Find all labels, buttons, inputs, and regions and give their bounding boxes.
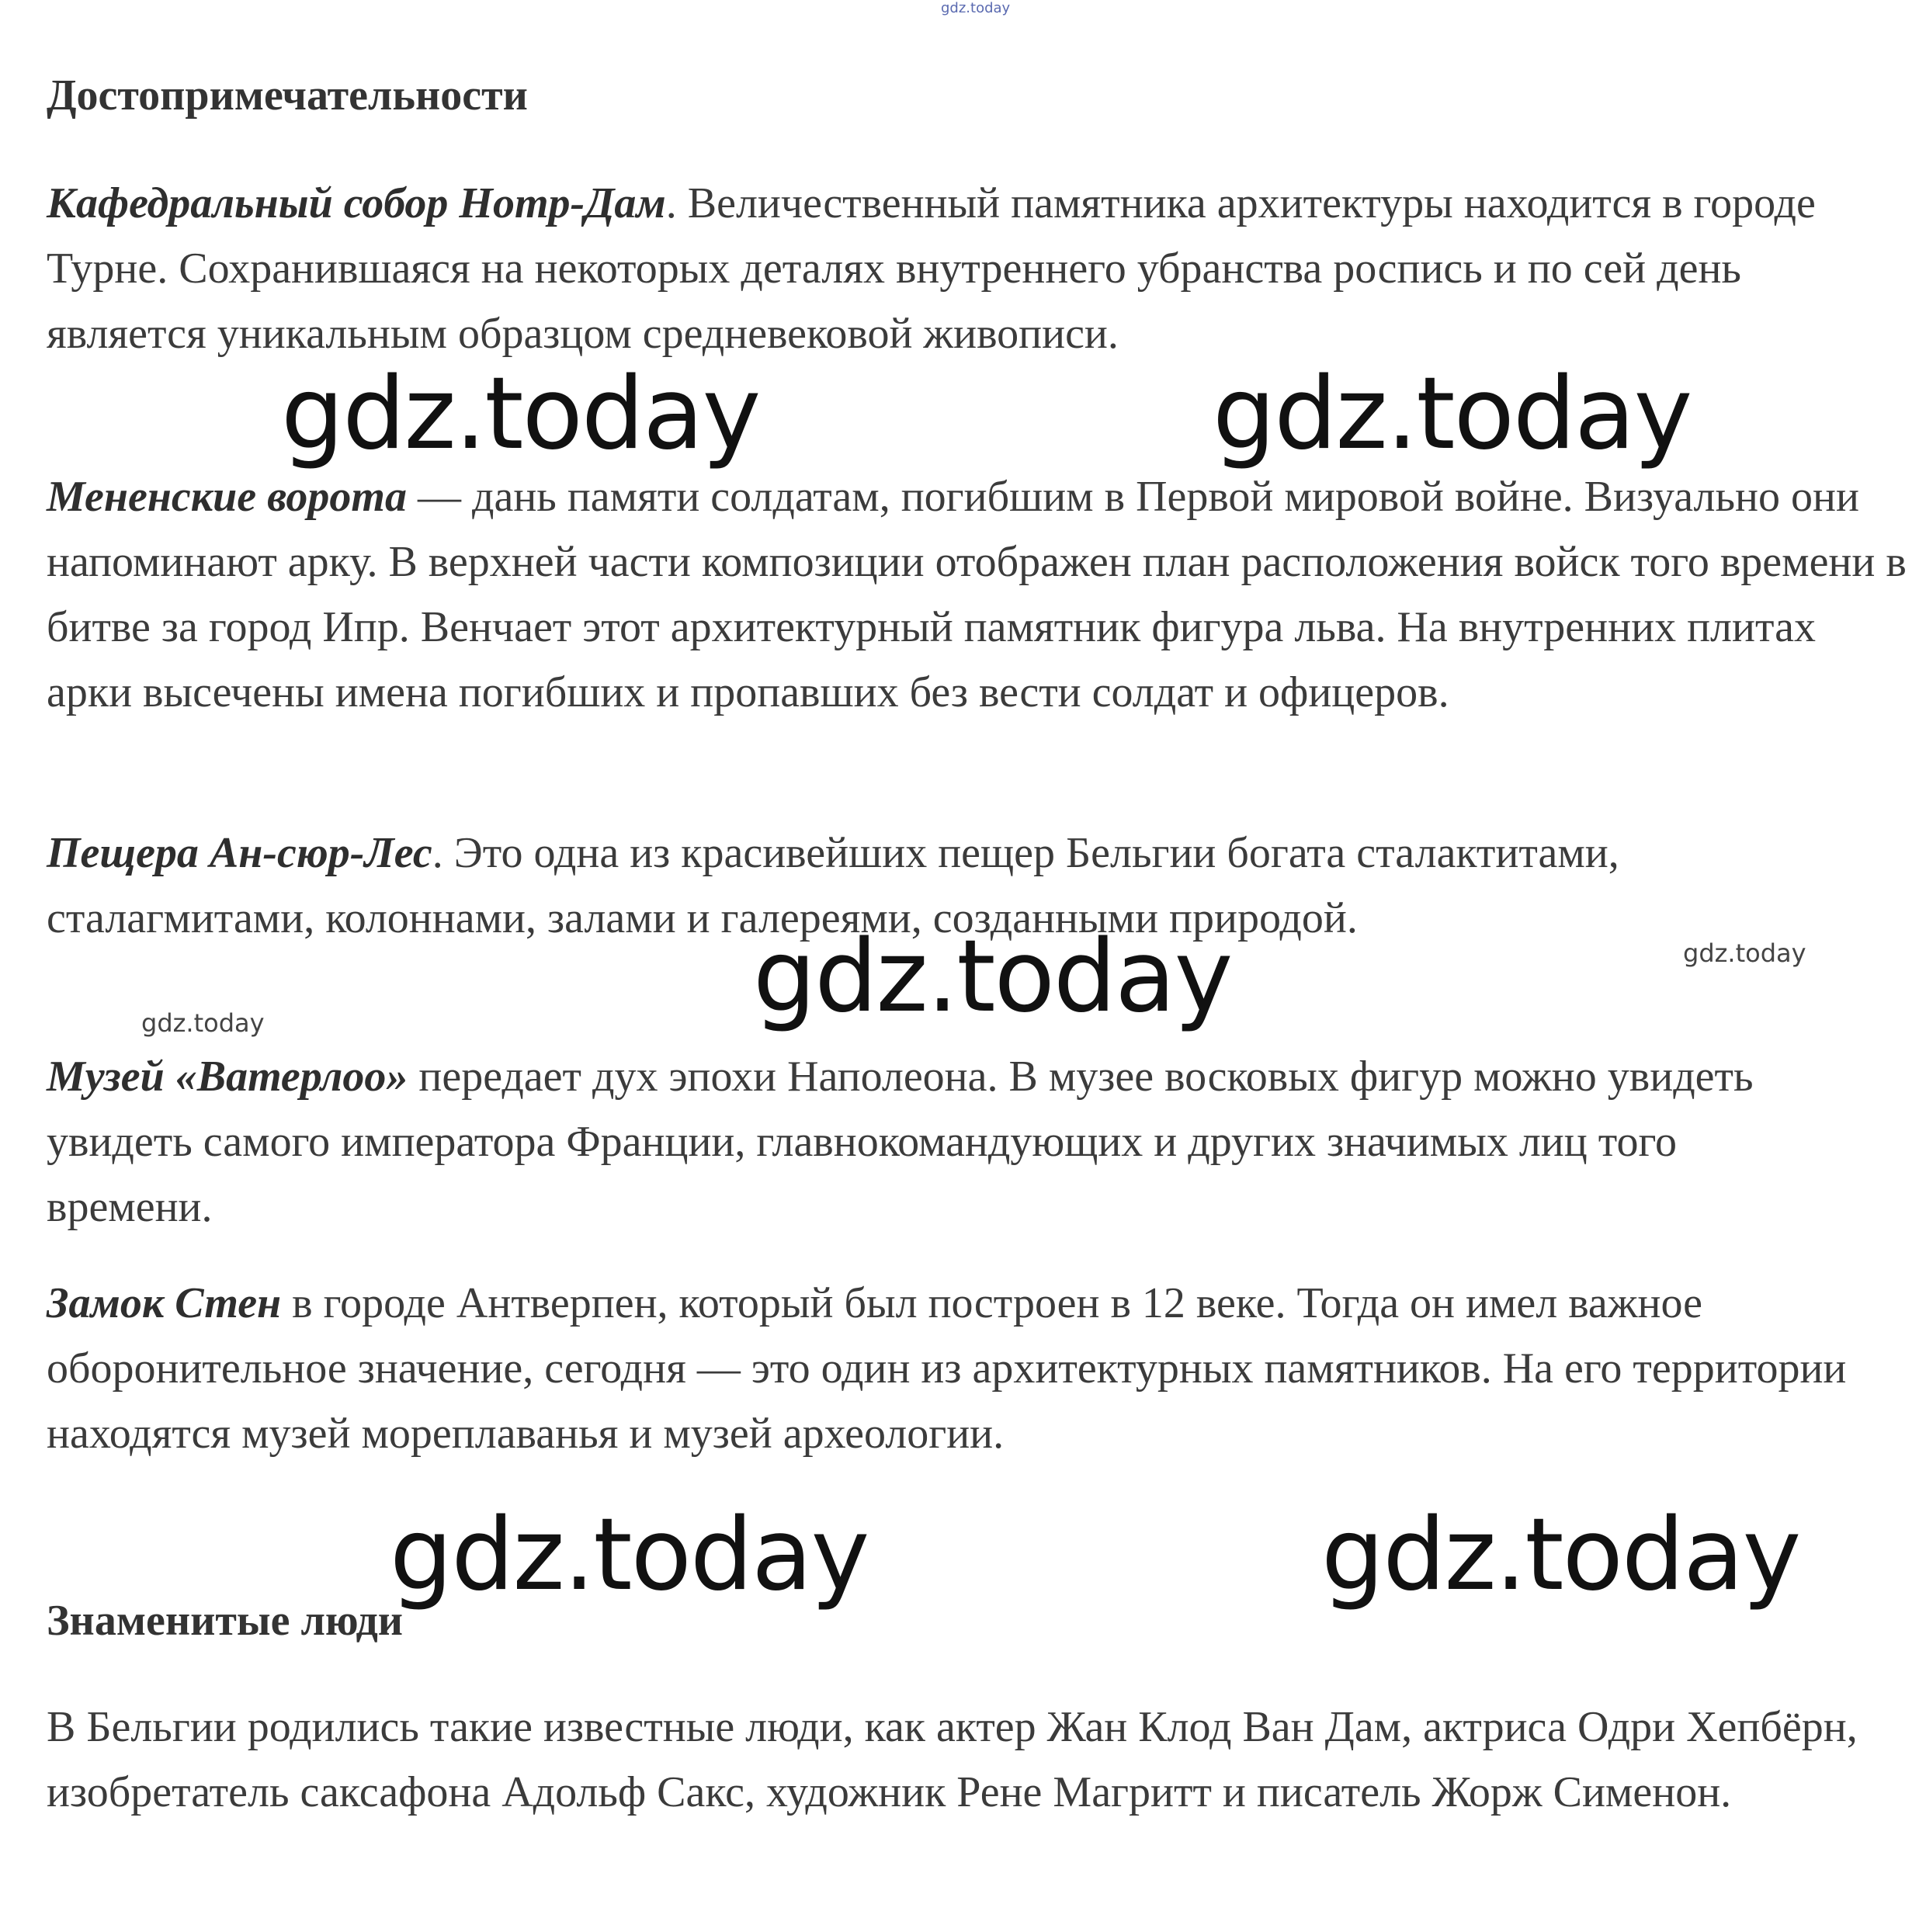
sight-menin-gate-text: — дань памяти солдатам, погибшим в Первой мировой войне. Визуально они напоминают арку. В верхней части композиции отображен план расположения войск того времени в битве за город Ипр. Венчает этот архитектурный памятник фигура льва. На внутренних плитах арки высечены имена погибших и пропавших без вести солдат и офицеров. [47,473,1907,716]
sight-notre-dame [47,171,1848,366]
watermark-1: gdz.today [281,356,760,472]
heading-sights: Достопримечательности [47,71,528,120]
heading-people: Знаменитые люди [47,1597,404,1645]
watermark-6: gdz.today [390,1497,869,1613]
watermark-top: gdz.today [941,0,1011,16]
sight-het-steen-title: Замок Стен [47,1279,282,1327]
sight-menin-gate [47,464,1910,725]
people-paragraph: В Бельгии родились такие известные люди, как актер Жан Клод Ван Дам, актриса Одри Хепбёрн, изобретатель саксафона Адольф Сакс, художник Рене Магритт и писатель Жорж Сименон. [47,1703,1858,1816]
sight-het-steen-text: в городе Антверпен, который был построен в 12 веке. Тогда он имел важное оборонительное значение, сегодня — это один из архитектурных памятников. На его территории находятся музей мореплаванья и музей археологии. [47,1279,1847,1458]
sight-menin-gate-title: Мененские ворота [47,473,407,521]
watermark-2: gdz.today [1213,356,1692,472]
watermark-7: gdz.today [1321,1497,1800,1613]
sight-waterloo-museum-text: передает дух эпохи Наполеона. В музее восковых фигур можно увидеть увидеть самого императора Франции, главнокомандующих и других значимых лиц того времени. [47,1053,1754,1231]
sight-han-cave-title: Пещера Ан-сюр-Лес [47,829,432,877]
sight-notre-dame-title: Кафедральный собор Нотр-Дам [47,179,666,227]
sight-waterloo-museum [47,1044,1848,1240]
watermark-3: gdz.today [753,919,1232,1035]
sight-notre-dame-text: . Величественный памятника архитектуры находится в городе Турне. Сохранившаяся на некоторых деталях внутреннего убранства роспись и по сей день является уникальным образцом средневековой живописи. [47,179,1816,358]
watermark-4: gdz.today [1683,938,1806,968]
watermark-5: gdz.today [141,1008,265,1038]
sight-han-cave-text: . Это одна из красивейших пещер Бельгии богата сталактитами, сталагмитами, колоннами, залами и галереями, созданными природой. [47,829,1619,942]
sight-het-steen [47,1271,1925,1466]
sight-waterloo-museum-title: Музей «Ватерлоо» [47,1053,408,1101]
